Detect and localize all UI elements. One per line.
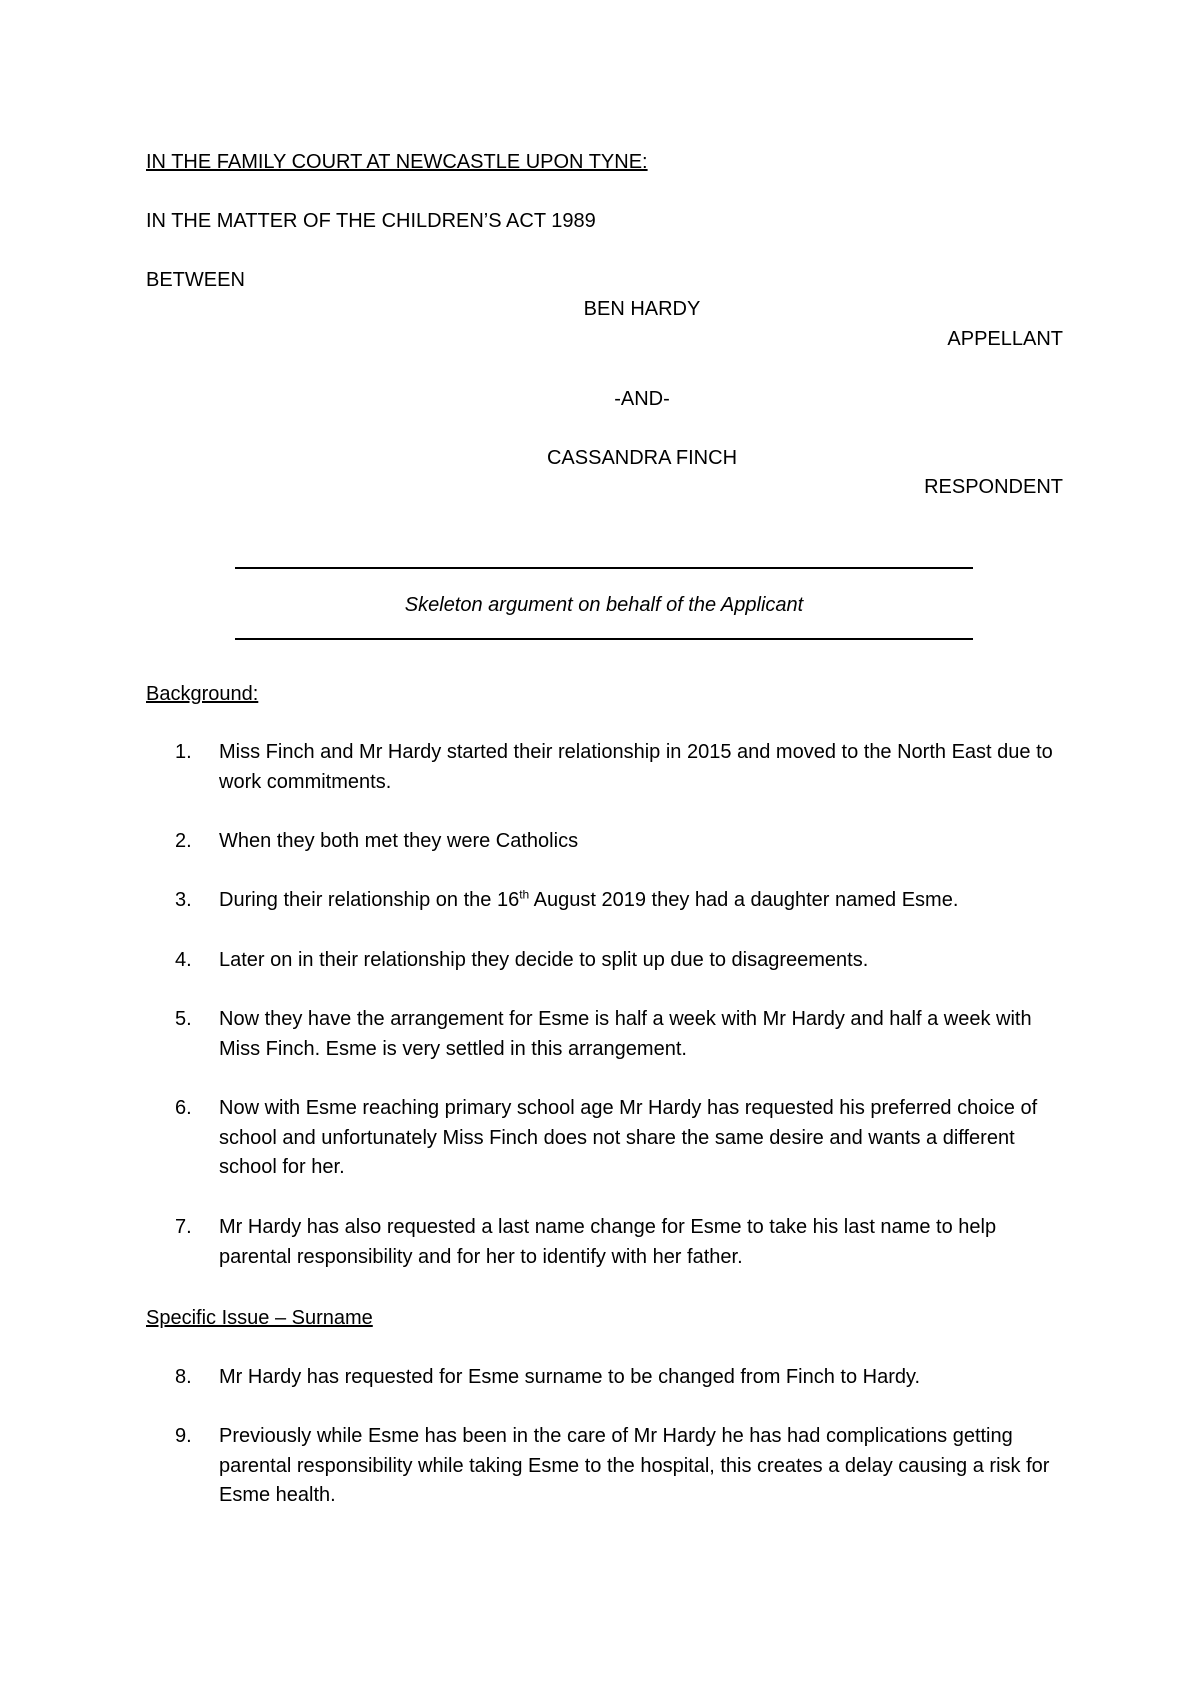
- respondent-name: CASSANDRA FINCH: [546, 447, 738, 469]
- item-text: When they both met they were Catholics: [219, 830, 579, 852]
- ordinal-suffix: th: [519, 887, 530, 902]
- list-item: [175, 1422, 1055, 1511]
- list-item: [175, 1005, 1055, 1064]
- list-item: [175, 946, 1055, 976]
- appellant-role: APPELLANT: [947, 328, 1063, 350]
- item-text: During their relationship on the 16th August 2019 they had a daughter named Esme.: [219, 887, 959, 911]
- item-text: Mr Hardy has also requested a last name change for Esme to take his last name to help parental responsibility and for her to identify with her father.: [219, 1216, 997, 1268]
- specific-issue-heading: Specific Issue – Surname: [146, 1307, 373, 1329]
- item-number: 9.: [175, 1425, 192, 1447]
- respondent-role: RESPONDENT: [924, 476, 1063, 498]
- item-text: Mr Hardy has requested for Esme surname to be changed from Finch to Hardy.: [219, 1366, 921, 1388]
- title-top-rule: [235, 567, 973, 569]
- item-number: 5.: [175, 1008, 192, 1030]
- item-number: 6.: [175, 1097, 192, 1119]
- item-number: 7.: [175, 1216, 192, 1238]
- item-number: 1.: [175, 741, 192, 763]
- list-item: [175, 1213, 1055, 1272]
- item-text: Previously while Esme has been in the care of Mr Hardy he has had complications getting parental responsibility while taking Esme to the hospital, this creates a delay causing a risk for Esme health.: [219, 1425, 1050, 1506]
- item-text: Now they have the arrangement for Esme is half a week with Mr Hardy and half a week with Miss Finch. Esme is very settled in this arrangement.: [219, 1008, 1032, 1060]
- list-item: [175, 1363, 1055, 1393]
- appellant-name: BEN HARDY: [583, 298, 701, 320]
- item-text: Miss Finch and Mr Hardy started their relationship in 2015 and moved to the North East due to work commitments.: [219, 741, 1053, 793]
- item-number: 8.: [175, 1366, 192, 1388]
- matter-heading: IN THE MATTER OF THE CHILDREN’S ACT 1989: [146, 210, 596, 232]
- item-text: Later on in their relationship they decide to split up due to disagreements.: [219, 949, 869, 971]
- item-number: 3.: [175, 889, 192, 911]
- and-separator: -AND-: [614, 388, 670, 410]
- list-item: [175, 738, 1055, 797]
- background-heading: Background:: [146, 683, 259, 705]
- item-number: 4.: [175, 949, 192, 971]
- item-number: 2.: [175, 830, 192, 852]
- list-item: [175, 1094, 1055, 1183]
- between-label: BETWEEN: [146, 269, 245, 291]
- list-item: [175, 827, 1055, 857]
- title-bottom-rule: [235, 638, 973, 640]
- document-title: Skeleton argument on behalf of the Applicant: [404, 594, 804, 616]
- list-item: [175, 886, 1055, 916]
- court-heading: IN THE FAMILY COURT AT NEWCASTLE UPON TYNE:: [146, 151, 648, 173]
- item-text: Now with Esme reaching primary school age Mr Hardy has requested his preferred choice of school and unfortunately Miss Finch does not share the same desire and wants a different school for her.: [219, 1097, 1038, 1178]
